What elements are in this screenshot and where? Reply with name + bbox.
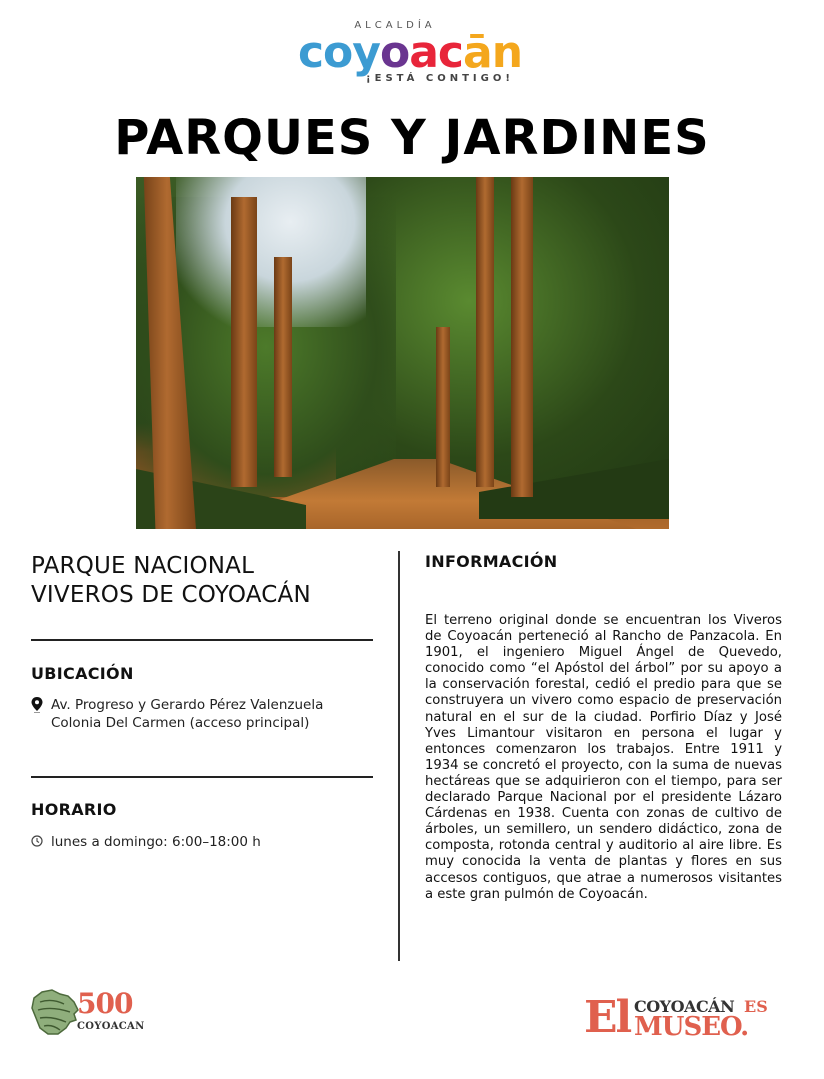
logo-500-number: 500 <box>77 987 133 1020</box>
park-name-line1: PARQUE NACIONAL <box>31 553 255 579</box>
photo-trunk <box>231 197 257 487</box>
section-divider <box>31 776 373 778</box>
logo-letter: n <box>491 27 523 78</box>
hero-park-photo <box>136 177 669 529</box>
logo-letter: c <box>297 27 324 78</box>
logo-500-subtext: COYOACAN <box>77 1021 145 1032</box>
address-line1: Av. Progreso y Gerardo Pérez Valenzuela <box>51 697 324 713</box>
photo-trunk <box>476 177 494 487</box>
logo-letter: o <box>323 27 353 78</box>
logo-el: El <box>584 992 631 1043</box>
logo-top-text: ALCALDÍA <box>354 20 436 31</box>
photo-trunk <box>511 177 533 497</box>
section-divider <box>31 639 373 641</box>
address-line2: Colonia Del Carmen (acceso principal) <box>51 715 310 731</box>
logo-letter: ā <box>463 27 492 78</box>
address-text <box>51 696 323 732</box>
park-name <box>31 552 373 610</box>
photo-trunk <box>436 327 450 487</box>
photo-trunk <box>274 257 292 477</box>
photo-sky <box>176 177 366 327</box>
information-body: El terreno original donde se encuentran los Viveros de Coyoacán perteneció al Rancho de Panzacola. En 1901, el ingeniero Miguel Ángel de Quevedo, conocido como “el Apóstol del árbol” por su apoyo a la conservación forestal, cedió el predio para que se construyera un vivero como espacio de preservación natural en el sur de la ciudad. Porfirio Díaz y José Yves Limantour visitaron en persona el lugar y entonces comenzaron los trabajos. Entre 1911 y 1934 se concretó el proyecto, con la suma de nuevas hectáreas que se adquirieron con el tiempo, para ser declarado Parque Nacional por el presidente Lázaro Cárdenas en 1938. Cuenta con zonas de cultivo de árboles, un semillero, un sendero didáctico, zona de composta, rotonda central y auditorio al aire libre. Es muy conocida la venta de plantas y flores en sus accesos contiguos, que atrae a numerosos visitantes a este gran pulmón de Coyoacán. <box>425 613 782 902</box>
park-name-line2: VIVEROS DE COYOACÁN <box>31 582 311 608</box>
location-heading: UBICACIÓN <box>31 664 134 683</box>
logo-letter: y <box>352 27 380 78</box>
logo-coyoacan: COYOACÁN <box>634 997 735 1016</box>
logo-wordmark <box>270 27 550 78</box>
schedule-heading: HORARIO <box>31 800 117 819</box>
map-pin-icon <box>31 697 43 713</box>
information-heading: INFORMACIÓN <box>425 552 558 571</box>
schedule-hours <box>31 833 261 851</box>
logo-letter: a <box>409 27 438 78</box>
column-divider <box>398 551 400 961</box>
clock-icon <box>31 835 43 847</box>
logo-letter: c <box>437 27 463 78</box>
logo-tagline: ¡ESTÁ CONTIGO! <box>366 73 514 84</box>
page-title: PARQUES Y JARDINES <box>114 110 710 166</box>
alcaldia-coyoacan-logo <box>270 20 550 84</box>
logo-letter: o <box>379 27 410 78</box>
el-coyoacan-es-museo-logo <box>584 992 784 1043</box>
jaguar-head-icon <box>30 988 80 1036</box>
location-address <box>31 696 323 732</box>
coyoacan-500-logo <box>30 985 145 1040</box>
schedule-text: lunes a domingo: 6:00–18:00 h <box>51 834 261 850</box>
information-section <box>425 552 782 902</box>
logo-es: ES <box>744 997 768 1016</box>
logo-museo: MUSEO. <box>634 1012 749 1042</box>
